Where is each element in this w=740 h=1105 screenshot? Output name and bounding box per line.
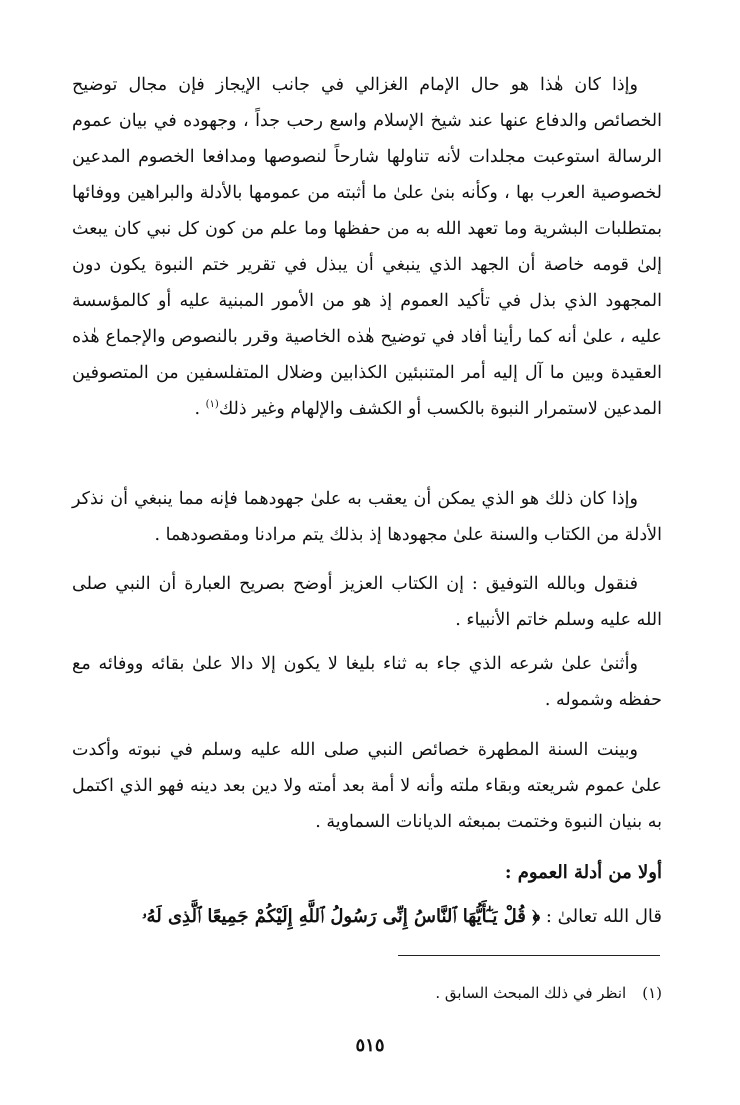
paragraph-4: وأثنىٰ علىٰ شرعه الذي جاء به ثناء بليغا لا يكون إلا دالا علىٰ بقائه ووفائه مع حفظه وشموله .: [72, 654, 662, 710]
footnote-reference: (١): [205, 399, 219, 411]
footnote-number: (١): [642, 984, 662, 1002]
paragraph-3-block: [72, 566, 662, 638]
paragraph-4-block: [72, 646, 662, 718]
footnote: [72, 982, 662, 1004]
paragraph-1-block: [72, 67, 662, 427]
paragraph-1: [72, 67, 662, 427]
footnote-text: انظر في ذلك المبحث السابق .: [435, 984, 627, 1002]
paragraph-5-block: [72, 732, 662, 840]
quran-verse: ﴿ قُلْ يَـٰٓأَيُّهَا ٱلنَّاسُ إِنِّى رَسُولُ ٱللَّهِ إِلَيْكُمْ جَمِيعًا ٱلَّذِى لَهُۥ: [142, 906, 541, 927]
paragraph-1-text: وإذا كان هٰذا هو حال الإمام الغزالي في جانب الإيجاز فإن مجال توضيح الخصائص والدفاع عنها عند شيخ الإسلام واسع رحب جداً ، وجهوده في بيان عموم الرسالة استوعبت مجلدات لأنه تناولها شارحاً لنصوصها ومدافعا الخصوم المدعين لخصوصية العرب بها ، وكأنه بنىٰ علىٰ ما أثبته من عمومها بالأدلة والبراهين ووفائها بمتطلبات البشرية وما تعهد الله به من حفظها وما علم من كون كل نبي كان يبعث إلىٰ قومه خاصة أن الجهد الذي ينبغي أن يبذل في تقرير ختم النبوة يكون دون المجهود الذي بذل في تأكيد العموم إذ هو من الأمور المبنية عليه أو كالمؤسسة عليه ، علىٰ أنه كما رأينا أفاد في توضيح هٰذه الخاصية وقرر بالنصوص والإجماع هٰذه العقيدة وبين ما آل إليه أمر المتنبئين الكذابين وضلال المتفلسفين من المتصوفين المدعين لاستمرار النبوة بالكسب أو الكشف والإلهام وغير ذلك: [72, 75, 662, 419]
paragraph-2: وإذا كان ذلك هو الذي يمكن أن يعقب به علىٰ جهودهما فإنه مما ينبغي أن نذكر الأدلة من الكتاب والسنة علىٰ مجهودها إذ بذلك يتم مرادنا ومقصودهما .: [72, 489, 662, 545]
section-heading: أولا من أدلة العموم :: [504, 862, 662, 883]
verse-intro: قال الله تعالىٰ :: [540, 906, 662, 927]
verse-line: [62, 899, 662, 935]
paragraph-3: فنقول وبالله التوفيق : إن الكتاب العزيز أوضح بصريح العبارة أن النبي صلى الله عليه وسلم خاتم الأنبياء .: [72, 574, 662, 630]
footnote-separator: [398, 955, 660, 956]
paragraph-1-tail: .: [194, 399, 206, 419]
paragraph-5: وبينت السنة المطهرة خصائص النبي صلى الله عليه وسلم في نبوته وأكدت علىٰ عموم شريعته وبقاء ملته وأنه لا أمة بعد أمته ولا دين بعد دينه فهو الذي اكتمل به بنيان النبوة وختمت بمبعثه الديانات السماوية .: [72, 740, 662, 832]
page-number: ٥١٥: [355, 1035, 385, 1056]
paragraph-2-block: [72, 481, 662, 553]
